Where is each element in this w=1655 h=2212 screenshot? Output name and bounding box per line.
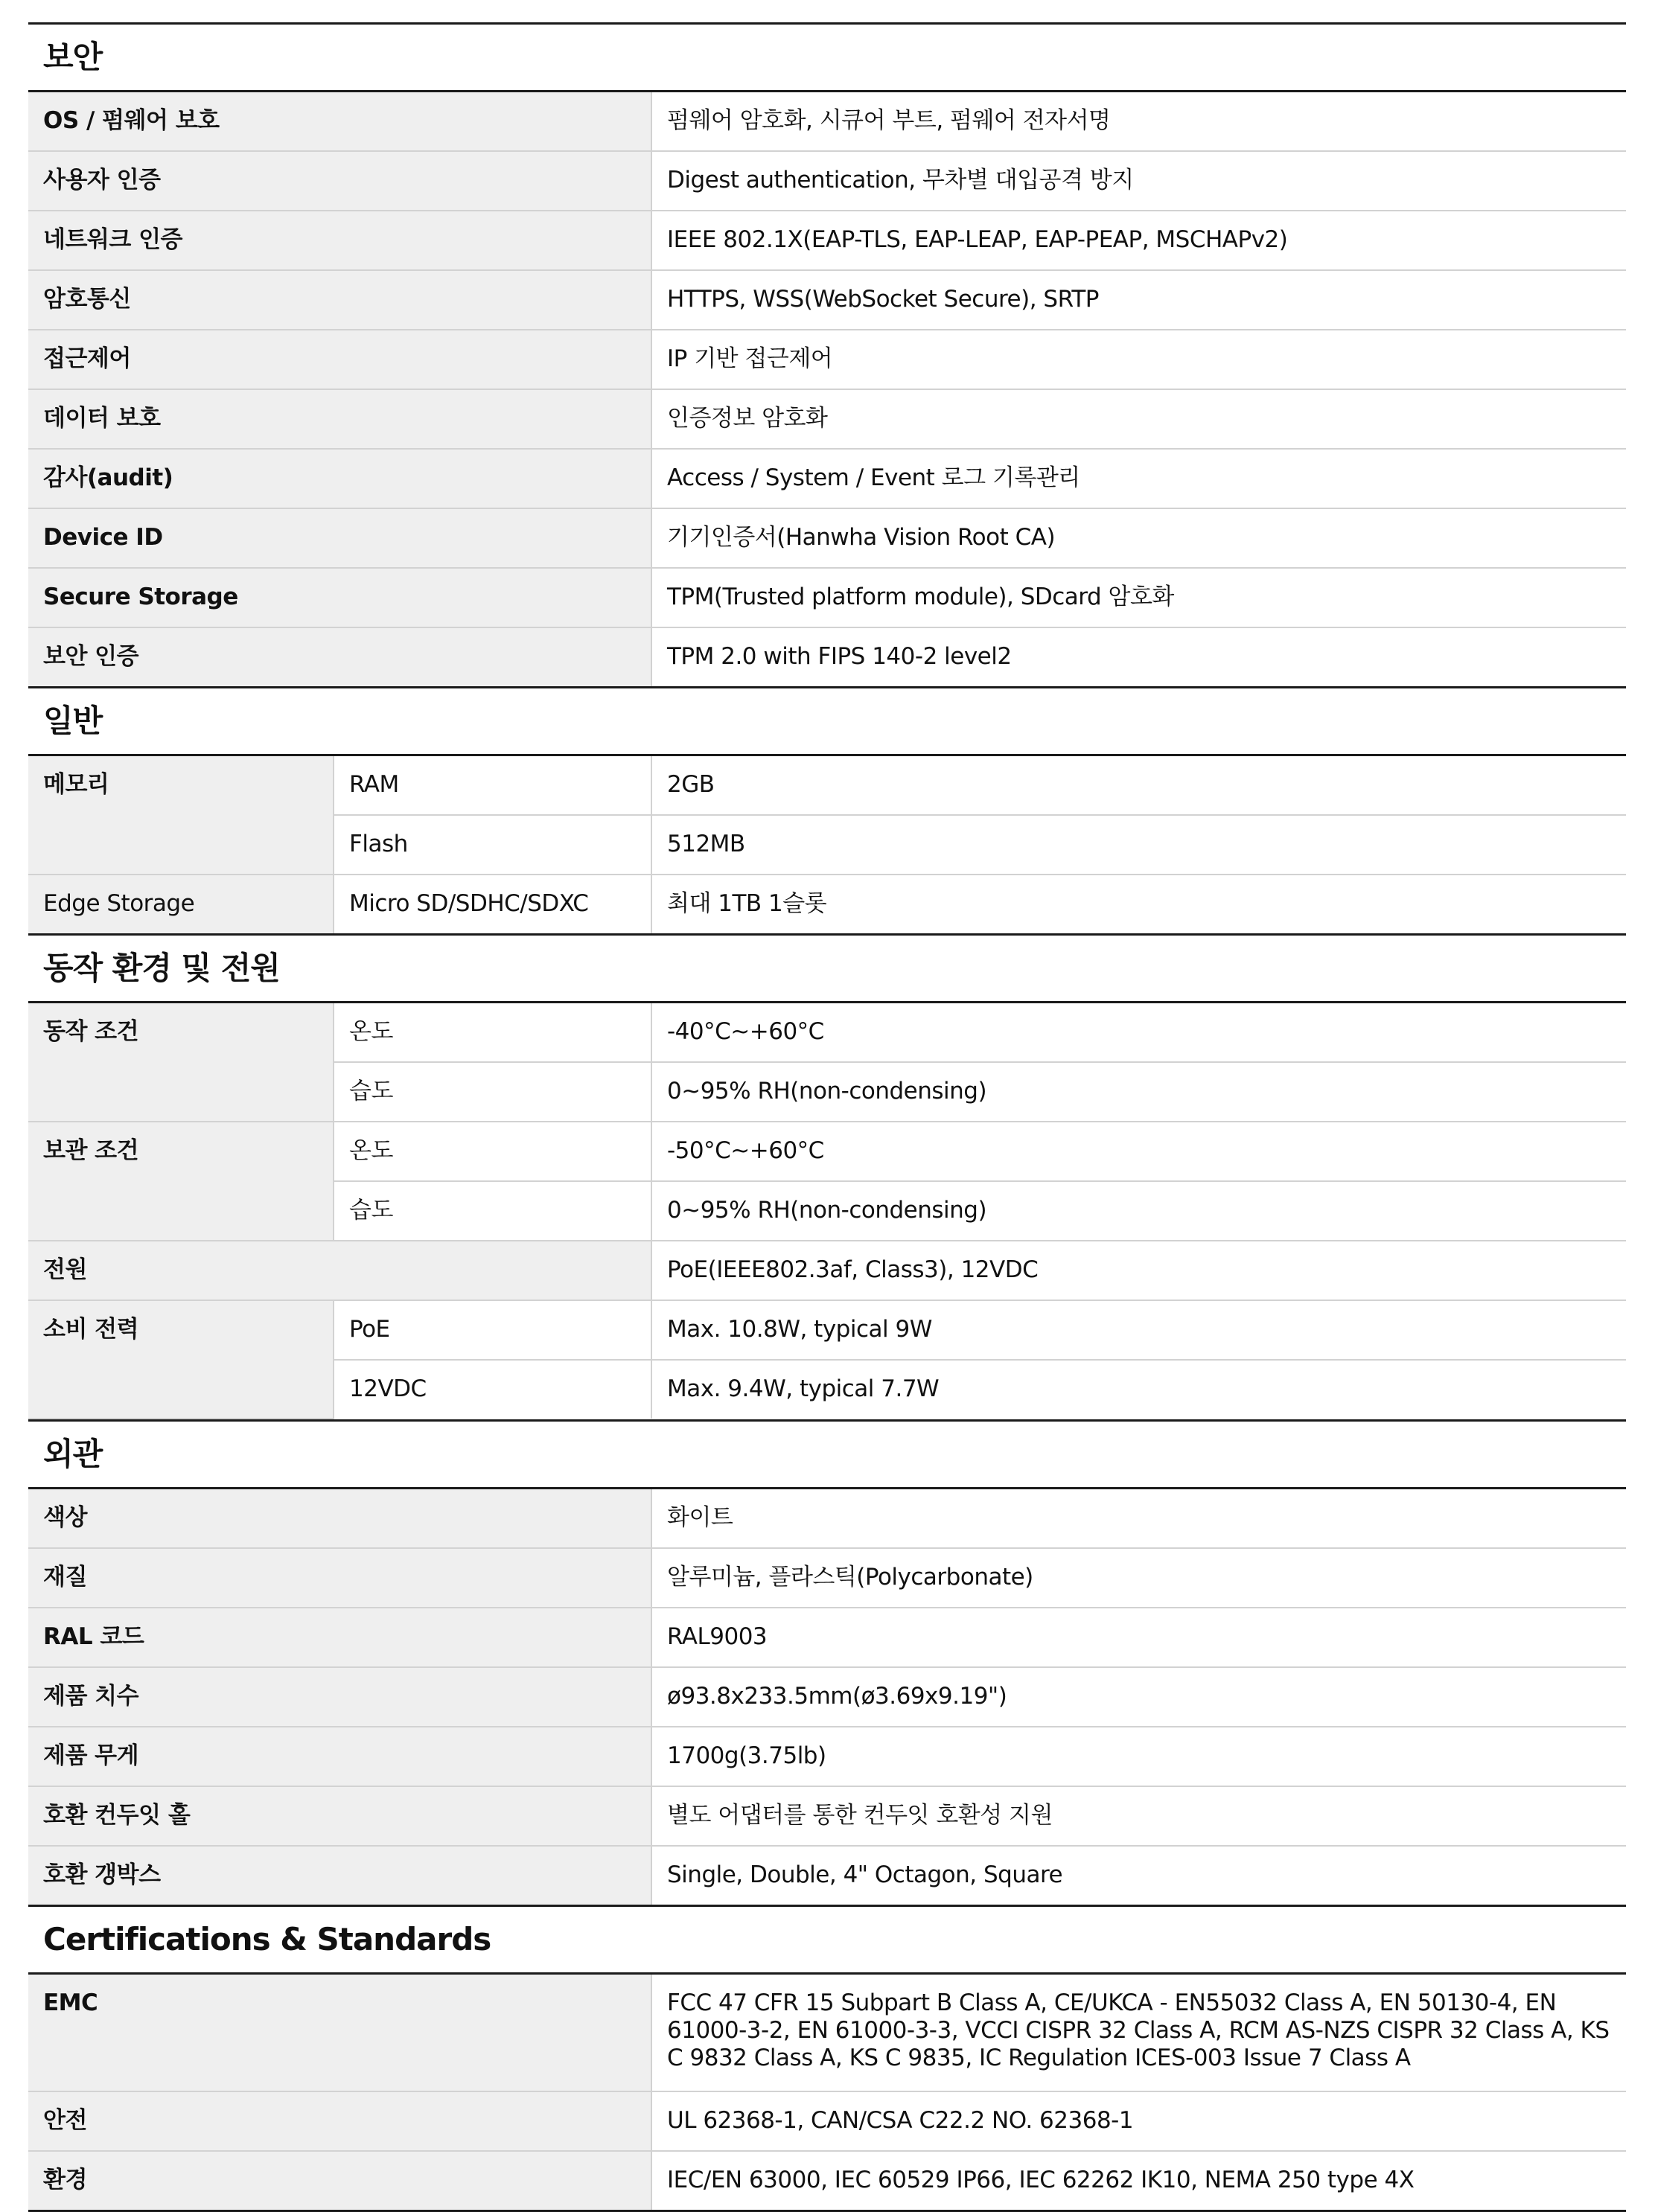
table-row (28, 756, 1626, 815)
spec-key: EMC (28, 1975, 651, 2091)
table-row (28, 1786, 1626, 1846)
table-row (28, 389, 1626, 449)
spec-key: 제품 치수 (28, 1667, 651, 1727)
spec-key: 네트워크 인증 (28, 211, 651, 270)
spec-key: Secure Storage (28, 568, 651, 627)
spec-table (28, 1489, 1626, 1905)
spec-key: 암호통신 (28, 270, 651, 330)
spec-key: 보관 조건 (28, 1122, 334, 1241)
table-row (28, 1548, 1626, 1608)
spec-key: RAL 코드 (28, 1608, 651, 1667)
section-title: 동작 환경 및 전원 (28, 936, 1626, 1003)
spec-value: Access / System / Event 로그 기록관리 (651, 449, 1626, 508)
spec-value: IEEE 802.1X(EAP-TLS, EAP-LEAP, EAP-PEAP, MSCHAPv2) (651, 211, 1626, 270)
spec-value: IEC/EN 63000, IEC 60529 IP66, IEC 62262 IK10, NEMA 250 type 4X (667, 2167, 1415, 2193)
table-row (28, 1975, 1626, 2091)
spec-table (28, 1003, 1626, 1419)
spec-key: 재질 (28, 1548, 651, 1608)
table-row (28, 1122, 1626, 1181)
spec-value: TPM(Trusted platform module), SDcard 암호화 (651, 568, 1626, 627)
table-row (28, 92, 1626, 151)
spec-value: Digest authentication, 무차별 대입공격 방지 (651, 151, 1626, 211)
spec-value: FCC 47 CFR 15 Subpart B Class A, CE/UKCA - EN55032 Class A, EN 50130-4, EN 61000-3-2, EN 61000-3-3, VCCI CISPR 32 Class A, RCM AS-NZS CISPR 32 Class A, KS C 9832 Class A, KS C 9835, IC Regulation ICES-003 Issue 7 Class A (651, 1975, 1626, 2091)
table-row (28, 627, 1626, 686)
table-row (28, 2151, 1626, 2210)
spec-key: 호환 갱박스 (28, 1846, 651, 1905)
spec-subkey: 온도 (334, 1003, 651, 1062)
section-title: 외관 (28, 1422, 1626, 1489)
section-general (28, 686, 1626, 933)
spec-value: PoE(IEEE802.3af, Class3), 12VDC (651, 1241, 1626, 1300)
spec-subkey: Micro SD/SDHC/SDXC (334, 875, 651, 933)
spec-key: 안전 (28, 2091, 651, 2151)
table-row (28, 1667, 1626, 1727)
spec-value: UL 62368-1, CAN/CSA C22.2 NO. 62368-1 (651, 2091, 1626, 2151)
table-row (28, 449, 1626, 508)
spec-key: 호환 컨두잇 홀 (28, 1786, 651, 1846)
spec-subkey: Flash (334, 815, 651, 875)
section-appearance (28, 1419, 1626, 1905)
spec-value: 2GB (651, 756, 1626, 815)
spec-value: IP 기반 접근제어 (651, 330, 1626, 389)
table-row (28, 875, 1626, 933)
spec-value: -40°C~+60°C (651, 1003, 1626, 1062)
spec-value: Single, Double, 4" Octagon, Square (667, 1861, 1063, 1888)
spec-subkey: 습도 (334, 1181, 651, 1241)
spec-value: 기기인증서(Hanwha Vision Root CA) (651, 508, 1626, 568)
table-row (28, 1846, 1626, 1905)
table-row (28, 1608, 1626, 1667)
spec-value: 512MB (651, 815, 1626, 875)
table-row (28, 568, 1626, 627)
table-row (28, 330, 1626, 389)
section-title: 일반 (28, 688, 1626, 756)
section-security (28, 22, 1626, 686)
spec-key: 데이터 보호 (28, 389, 651, 449)
table-row (28, 1241, 1626, 1300)
table-row (28, 1727, 1626, 1786)
spec-key: 소비 전력 (28, 1300, 334, 1419)
spec-key: 보안 인증 (28, 627, 651, 686)
spec-subkey: 습도 (334, 1062, 651, 1122)
table-row (28, 270, 1626, 330)
table-row (28, 1003, 1626, 1062)
spec-value: 인증정보 암호화 (651, 389, 1626, 449)
spec-subkey: PoE (334, 1300, 651, 1360)
spec-key: 접근제어 (28, 330, 651, 389)
spec-value: 화이트 (651, 1489, 1626, 1548)
spec-value: Max. 9.4W, typical 7.7W (667, 1375, 940, 1402)
section-title: Certifications & Standards (28, 1907, 1626, 1975)
section-environment-power (28, 933, 1626, 1419)
table-row (28, 1489, 1626, 1548)
spec-key: 제품 무게 (28, 1727, 651, 1786)
table-row (28, 211, 1626, 270)
spec-value: 0~95% RH(non-condensing) (651, 1062, 1626, 1122)
spec-value: -50°C~+60°C (651, 1122, 1626, 1181)
spec-table (28, 1975, 1626, 2210)
spec-key: Device ID (28, 508, 651, 568)
spec-key: 환경 (28, 2151, 651, 2210)
spec-value: 별도 어댑터를 통한 컨두잇 호환성 지원 (651, 1786, 1626, 1846)
spec-value: HTTPS, WSS(WebSocket Secure), SRTP (651, 270, 1626, 330)
table-row (28, 1300, 1626, 1360)
spec-key: 동작 조건 (28, 1003, 334, 1122)
spec-value: TPM 2.0 with FIPS 140-2 level2 (667, 643, 1012, 670)
spec-key: 전원 (28, 1241, 651, 1300)
table-row (28, 2091, 1626, 2151)
spec-key: 메모리 (28, 756, 334, 875)
spec-value: 1700g(3.75lb) (651, 1727, 1626, 1786)
spec-value: Max. 10.8W, typical 9W (651, 1300, 1626, 1360)
spec-value: 펌웨어 암호화, 시큐어 부트, 펌웨어 전자서명 (651, 92, 1626, 151)
spec-key: OS / 펌웨어 보호 (28, 92, 651, 151)
spec-subkey: RAM (334, 756, 651, 815)
spec-key: 사용자 인증 (28, 151, 651, 211)
spec-key: 색상 (28, 1489, 651, 1548)
spec-sheet (28, 22, 1626, 2212)
spec-subkey: 온도 (334, 1122, 651, 1181)
table-row (28, 151, 1626, 211)
spec-value: 0~95% RH(non-condensing) (651, 1181, 1626, 1241)
spec-table (28, 756, 1626, 933)
spec-value: ø93.8x233.5mm(ø3.69x9.19") (651, 1667, 1626, 1727)
spec-value: 알루미늄, 플라스틱(Polycarbonate) (651, 1548, 1626, 1608)
section-title: 보안 (28, 25, 1626, 92)
section-certifications (28, 1905, 1626, 2210)
table-row (28, 508, 1626, 568)
spec-key: Edge Storage (28, 875, 334, 933)
spec-key: 감사(audit) (28, 449, 651, 508)
spec-value: RAL9003 (651, 1608, 1626, 1667)
spec-subkey: 12VDC (334, 1360, 651, 1419)
spec-table (28, 92, 1626, 686)
spec-value: 최대 1TB 1슬롯 (667, 890, 827, 917)
